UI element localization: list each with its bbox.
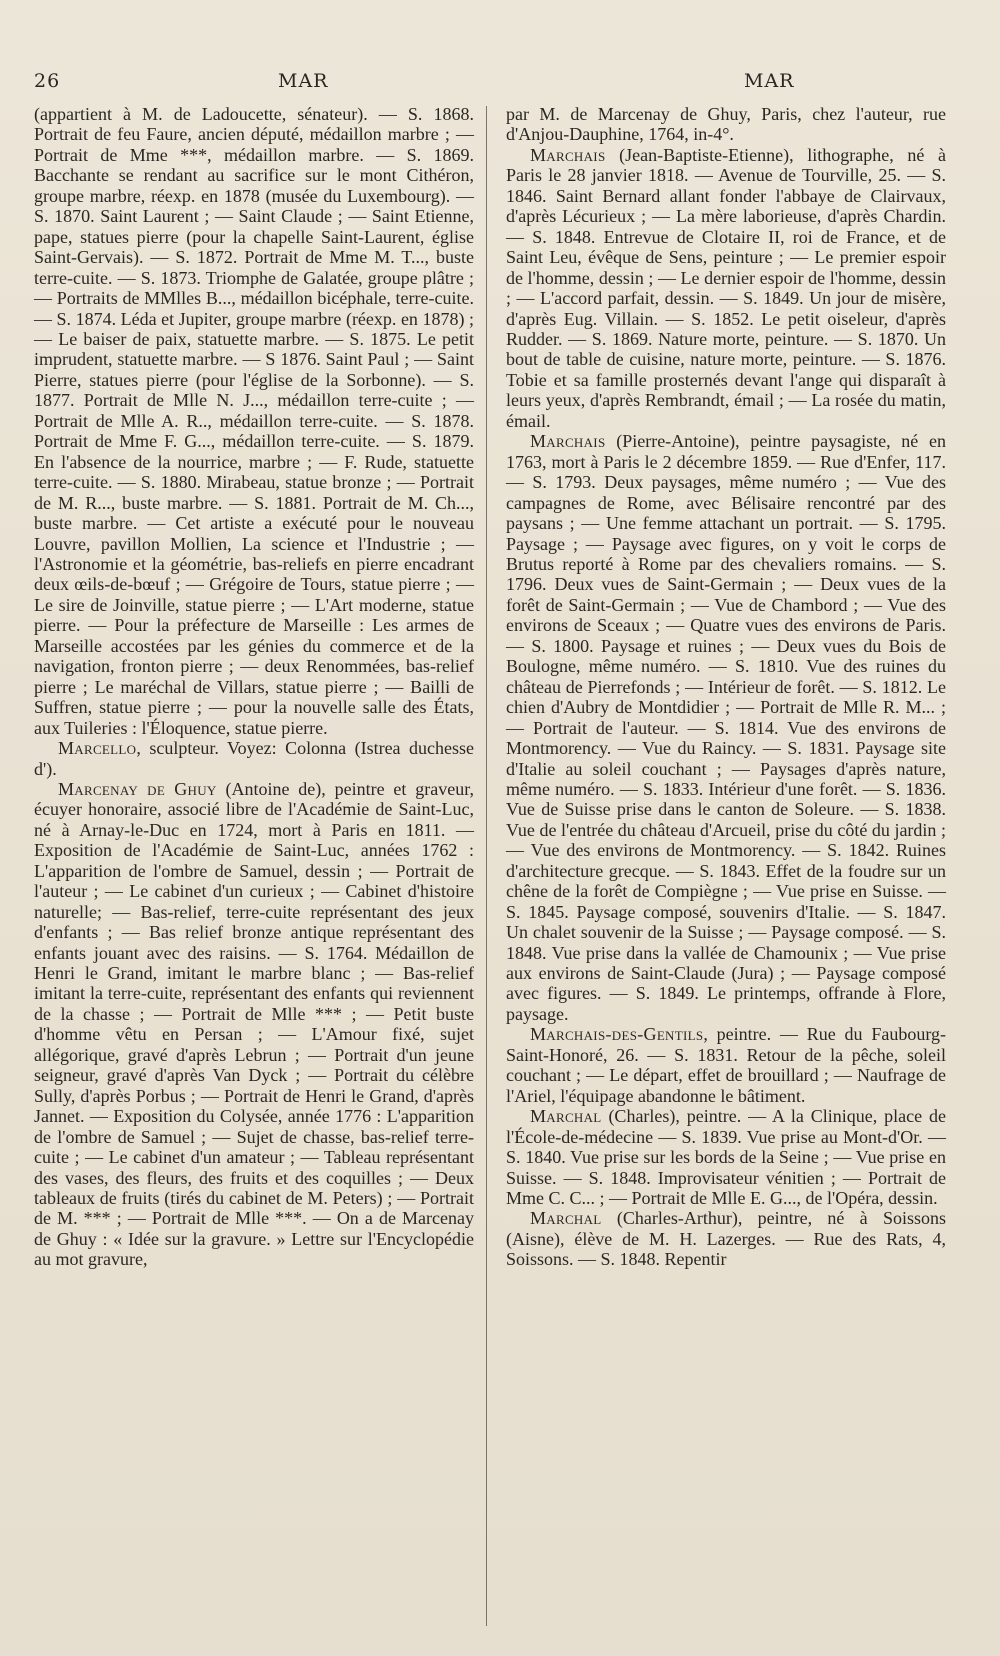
- entry-text: (Jean-Baptiste-Etienne), lithographe, né à Paris le 28 janvier 1818. — Avenue de Tourville, 25. — S. 1846. Saint Bernard allant fonder l'abbaye de Clairvaux, d'après Lécurieux ; — La mère laborieuse, d'après Chardin. — S. 1848. Entrevue de Clotaire II, roi de France, et de Saint Leu, évêque de Sens, peinture ; — Le premier espoir de l'homme, dessin ; — Le dernier espoir de l'homme, dessin ; — L'accord parfait, dessin. — S. 1849. Un jour de misère, d'après Eug. Villain. — S. 1852. Le petit oiseleur, d'après Rudder. — S. 1869. Nature morte, peinture. — S. 1870. Un bout de table de cuisine, nature morte, peinture. — S. 1876. Tobie et sa famille prosternés devant l'ange qui disparaît à leurs yeux, d'après Rembrandt, émail ; — La rosée du matin, émail.: [506, 144, 946, 431]
- entry: [34, 779, 474, 1270]
- column-divider: [486, 106, 487, 1626]
- entry: [506, 1024, 946, 1106]
- page-number: 26: [34, 70, 61, 92]
- left-column: [34, 104, 474, 1270]
- entry-text: (Antoine de), peintre et graveur, écuyer honoraire, associé libre de l'Académie de Saint-Luc, né à Arnay-le-Duc en 1724, mort à Paris en 1811. — Exposition de l'Académie de Saint-Luc, années 1762 : L'apparition de l'ombre de Samuel, dessin ; — Portrait de l'auteur ; — Le cabinet d'un curieux ; — Cabinet d'histoire naturelle; — Bas-relief, terre-cuite représentant des jeux d'enfants ; — Bas relief bronze antique représentant des enfants jouant avec des raisins. — S. 1764. Médaillon de Henri le Grand, imitant le marbre blanc ; — Bas-relief imitant la terre-cuite, représentant des enfants qui reviennent de la chasse ; — Portrait de Mlle *** ; — Petit buste d'homme vêtu en Persan ; — L'Amour fixé, sujet allégorique, gravé d'après Lebrun ; — Portrait d'un jeune seigneur, gravé d'après Van Dyck ; — Portrait du célèbre Sully, d'après Porbus ; — Portrait de Henri le Grand, d'après Jannet. — Exposition du Colysée, année 1776 : L'apparition de l'ombre de Samuel ; — Sujet de chasse, bas-relief terre-cuite ; — Le cabinet d'un amateur ; — Tableau représentant des vases, des fleurs, des fruits et des coquilles ; — Deux tableaux de fruits (tirés du cabinet de M. Peters) ; — Portrait de M. *** ; — Portrait de Mlle ***. — On a de Marcenay de Ghuy : « Idée sur la gravure. » Lettre sur l'Encyclopédie au mot gravure,: [34, 778, 474, 1270]
- entry-text: (Pierre-Antoine), peintre paysagiste, né en 1763, mort à Paris le 2 décembre 1859. — Rue d'Enfer, 117. — S. 1793. Deux paysages, même numéro ; — Vue des campagnes de Rome, avec Bélisaire rencontré par des paysans ; — Une femme attachant un portrait. — S. 1795. Paysage ; — Paysage avec figures, on y voit le corps de Brutus reporté à Rome par des chevaliers romains. — S. 1796. Deux vues de Saint-Germain ; — Deux vues de la forêt de Saint-Germain ; — Vue de Chambord ; — Vue des environs de Sceaux ; — Quatre vues des environs de Paris. — S. 1800. Paysage et ruines ; — Deux vues du Bois de Boulogne, même numéro. — S. 1810. Vue des ruines du château de Pierrefonds ; — Intérieur de forêt. — S. 1812. Le chien d'Aubry de Montdidier ; — Portrait de Mlle R. M... ; — Portrait de l'auteur. — S. 1814. Vue des environs de Montmorency. — Vue du Raincy. — S. 1831. Paysage site d'Italie au soleil couchant ; — Paysages d'après nature, même numéro. — S. 1833. Intérieur d'une forêt. — S. 1836. Vue de Suisse prise dans le canton de Soleure. — S. 1838. Vue de l'entrée du château d'Arcueil, prise du côté du jardin ; — Vue des environs de Montmorency. — S. 1842. Ruines d'architecture grecque. — S. 1843. Effet de la foudre sur un chêne de la forêt de Compiègne ; — Vue prise en Suisse. — S. 1845. Paysage composé, souvenirs d'Italie. — S. 1847. Un chalet souvenir de la Suisse ; — Paysage composé. — S. 1848. Vue prise dans la vallée de Chamounix ; — Vue prise aux environs de Saint-Claude (Jura) ; — Paysage composé avec figures. — S. 1849. Le printemps, offrande à Flore, paysage.: [506, 431, 946, 1024]
- entry-text: , sculpteur. Voyez: Colonna (Istrea duchesse d').: [34, 738, 474, 779]
- entry: [506, 431, 946, 1024]
- entry: [506, 1208, 946, 1269]
- entry-text: (appartient à M. de Ladoucette, sénateur). — S. 1868. Portrait de feu Faure, ancien député, médaillon marbre ; — Portrait de Mme ***, médaillon marbre. — S. 1869. Bacchante se rendant au sacrifice sur le mont Cithéron, groupe marbre, réexp. en 1878 (musée du Luxembourg). — S. 1870. Saint Laurent ; — Saint Claude ; — Saint Etienne, pape, statues pierre (pour la chapelle Saint-Laurent, église Saint-Gervais). — S. 1872. Portrait de Mme M. T..., buste terre-cuite. — S. 1873. Triomphe de Galatée, groupe plâtre ; — Portraits de MMlles B..., médaillon bicéphale, terre-cuite. — S. 1874. Léda et Jupiter, groupe marbre (réexp. en 1878) ; — Le baiser de paix, statuette marbre. — S. 1875. Le petit imprudent, statuette marbre. — S 1876. Saint Paul ; — Saint Pierre, statues pierre (pour l'église de la Sorbonne). — S. 1877. Portrait de Mlle N. J..., médaillon terre-cuite ; — Portrait de Mlle A. R.., médaillon terre-cuite. — S. 1878. Portrait de Mme F. G..., médaillon terre-cuite. — S. 1879. En l'absence de la nourrice, marbre ; — F. Rude, statuette terre-cuite. — S. 1880. Mirabeau, statue bronze ; — Portrait de M. R..., buste marbre. — S. 1881. Portrait de M. Ch..., buste marbre. — Cet artiste a exécuté pour le nouveau Louvre, pavillon Mollien, La science et l'Industrie ; — l'Astronomie et la géométrie, bas-reliefs en pierre encadrant deux œils-de-bœuf ; — Grégoire de Tours, statue pierre ; — Le sire de Joinville, statue pierre ; — L'Art moderne, statue pierre. — Pour la préfecture de Marseille : Les armes de Marseille accostées par les génies du commerce et de la navigation, fronton pierre ; — deux Renommées, bas-relief pierre ; Le maréchal de Villars, statue pierre ; — Bailli de Suffren, statue pierre ; — pour la nouvelle salle des États, aux Tuileries : l'Éloquence, statue pierre.: [34, 104, 474, 738]
- entry-headword: Marchais-des-Gentils: [530, 1024, 704, 1045]
- entry-text: par M. de Marcenay de Ghuy, Paris, chez l'auteur, rue d'Anjou-Dauphine, 1764, in-4°.: [506, 104, 946, 145]
- entry-text: (Charles-Arthur), peintre, né à Soissons (Aisne), élève de M. H. Lazerges. — Rue des Rats, 4, Soissons. — S. 1848. Repentir: [506, 1208, 946, 1270]
- entry-continuation: [506, 104, 946, 145]
- entry-text: , peintre. — Rue du Faubourg-Saint-Honoré, 26. — S. 1831. Retour de la pêche, soleil couchant ; — Le départ, effet de brouillard ; — Naufrage de l'Ariel, l'équipage abandonne le bâtiment.: [506, 1024, 946, 1106]
- entry-headword: Marchal: [530, 1106, 602, 1127]
- entry-headword: Marchais: [530, 431, 606, 452]
- entry-text: (Charles), peintre. — A la Clinique, place de l'École-de-médecine — S. 1839. Vue prise au Mont-d'Or. — S. 1840. Vue prise sur les bords de la Seine ; — Vue prise en Suisse. — S. 1848. Improvisateur vénitien ; — Portrait de Mme C. C... ; — Portrait de Mlle E. G..., de l'Opéra, dessin.: [506, 1106, 946, 1209]
- entry: [506, 145, 946, 431]
- entry-headword: Marchais: [530, 144, 606, 165]
- entry-headword: Marchal: [530, 1208, 602, 1229]
- entry: [34, 738, 474, 779]
- entry-headword: Marcello: [58, 738, 137, 759]
- running-title-right: MAR: [744, 70, 795, 92]
- right-column: [506, 104, 946, 1270]
- entry-continuation: [34, 104, 474, 738]
- running-header: [34, 70, 942, 100]
- running-title-left: MAR: [278, 70, 329, 92]
- entry-headword: Marcenay de Ghuy: [58, 778, 217, 799]
- entry: [506, 1106, 946, 1208]
